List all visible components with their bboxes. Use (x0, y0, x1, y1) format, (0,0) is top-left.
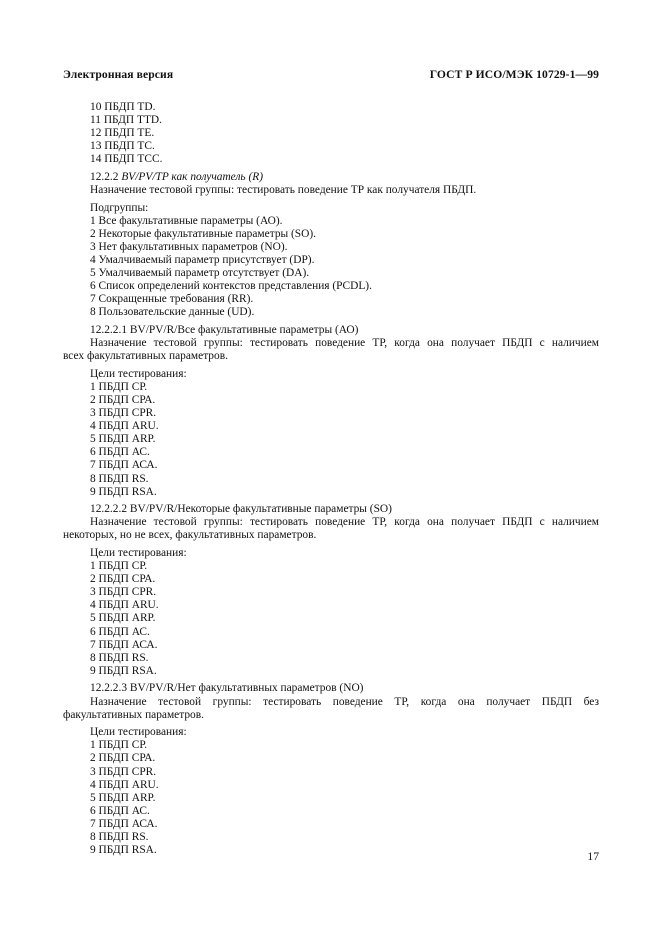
list-item: 4 ПБДП ARU. (90, 599, 159, 612)
list-item: 6 ПБДП АС. (90, 625, 150, 638)
list-item: 11 ПБДП TTD. (90, 114, 162, 127)
list-item: 1 ПБДП СР. (90, 380, 148, 393)
list-item: 5 ПБДП ARP. (90, 433, 156, 446)
list-item: 4 ПБДП ARU. (90, 420, 159, 433)
header-left: Электронная версия (63, 68, 174, 81)
list-item: 6 Список определений контекстов представления (PCDL). (90, 280, 372, 293)
list-item: 8 ПБДП RS. (90, 830, 149, 843)
list-item: 8 ПБДП RS. (90, 651, 149, 664)
list-item: 1 Все факультативные параметры (АО). (90, 214, 283, 227)
list-item: 3 ПБДП CPR. (90, 407, 157, 420)
section-12-2-2-3-purpose-line2: факультативных параметров. (63, 708, 204, 721)
list-item: 4 Умалчиваемый параметр присутствует (DP). (90, 254, 315, 267)
list-item: 12 ПБДП ТЕ. (90, 127, 155, 140)
section-12-2-2-2-purpose-line2: некоторых, но не всех, факультативных параметров. (63, 529, 317, 542)
list-item: 3 ПБДП CPR. (90, 586, 157, 599)
subgroups-label: Подгруппы: (90, 201, 149, 214)
goals-list-12-2-2-3 (63, 739, 599, 857)
list-item: 9 ПБДП RSA. (90, 844, 157, 857)
list-item: 1 ПБДП СР. (90, 739, 148, 752)
list-item: 2 ПБДП СРА. (90, 573, 156, 586)
list-item: 9 ПБДП RSA. (90, 485, 157, 498)
list-item: 8 Пользовательские данные (UD). (90, 306, 255, 319)
list-item: 6 ПБДП АС. (90, 804, 150, 817)
section-number: 12.2.2 (90, 170, 122, 183)
section-12-2-2-2-purpose-line1: Назначение тестовой группы: тестировать поведение ТР, когда она получает ПБДП с наличием (90, 516, 599, 529)
list-item: 2 ПБДП СРА. (90, 752, 156, 765)
list-item: 7 ПБДП АСА. (90, 817, 158, 830)
goals-label: Цели тестирования: (90, 547, 187, 559)
section-title: BV/PV/TP как получатель (R) (121, 170, 263, 183)
subgroups-list (63, 215, 599, 320)
list-item: 1 ПБДП СР. (90, 560, 148, 573)
section-12-2-2-2-title: 12.2.2.2 BV/PV/R/Некоторые факультативные параметры (SO) (90, 503, 392, 516)
list-top (63, 101, 599, 166)
list-item: 8 ПБДП RS. (90, 472, 149, 485)
section-12-2-2-1-title: 12.2.2.1 BV/PV/R/Все факультативные параметры (АО) (90, 324, 359, 336)
section-12-2-2-purpose: Назначение тестовой группы: тестировать поведение ТР как получателя ПБДП. (90, 184, 477, 197)
goals-label: Цели тестирования: (90, 367, 187, 380)
section-12-2-2-1-purpose-line2: всех факультативных параметров. (63, 350, 228, 363)
list-item: 2 Некоторые факультативные параметры (SO). (90, 227, 317, 240)
list-item: 7 ПБДП АСА. (90, 638, 158, 651)
list-item: 14 ПБДП ТСС. (90, 153, 163, 166)
list-item: 6 ПБДП АС. (90, 446, 150, 459)
list-item: 4 ПБДП ARU. (90, 778, 159, 791)
section-12-2-2-title (63, 171, 599, 184)
section-12-2-2-3-purpose-line1: Назначение тестовой группы: тестировать поведение ТР, когда она получает ПБДП без (90, 695, 599, 708)
list-item: 9 ПБДП RSA. (90, 664, 157, 677)
header-right: ГОСТ Р ИСО/МЭК 10729-1—99 (429, 68, 599, 81)
page-number: 17 (587, 850, 599, 863)
list-item: 3 Нет факультативных параметров (NO). (90, 240, 288, 253)
list-item: 3 ПБДП CPR. (90, 765, 157, 778)
section-12-2-2-3-title: 12.2.2.3 BV/PV/R/Нет факультативных параметров (NO) (90, 682, 364, 695)
goals-label: Цели тестирования: (90, 726, 187, 739)
list-item: 2 ПБДП СРА. (90, 393, 156, 406)
goals-list-12-2-2-1 (63, 381, 599, 499)
list-item: 5 ПБДП ARP. (90, 791, 156, 804)
list-item: 7 ПБДП АСА. (90, 459, 158, 472)
page-body (63, 101, 599, 857)
list-item: 10 ПБДП TD. (90, 101, 156, 113)
section-12-2-2-1-purpose-line1: Назначение тестовой группы: тестировать поведение ТР, когда она получает ПБДП с наличием (90, 337, 599, 350)
list-item: 13 ПБДП ТС. (90, 140, 155, 153)
list-item: 5 Умалчиваемый параметр отсутствует (DA). (90, 267, 310, 280)
list-item: 7 Сокращенные требования (RR). (90, 293, 254, 306)
list-item: 5 ПБДП ARP. (90, 612, 156, 625)
goals-list-12-2-2-2 (63, 560, 599, 678)
